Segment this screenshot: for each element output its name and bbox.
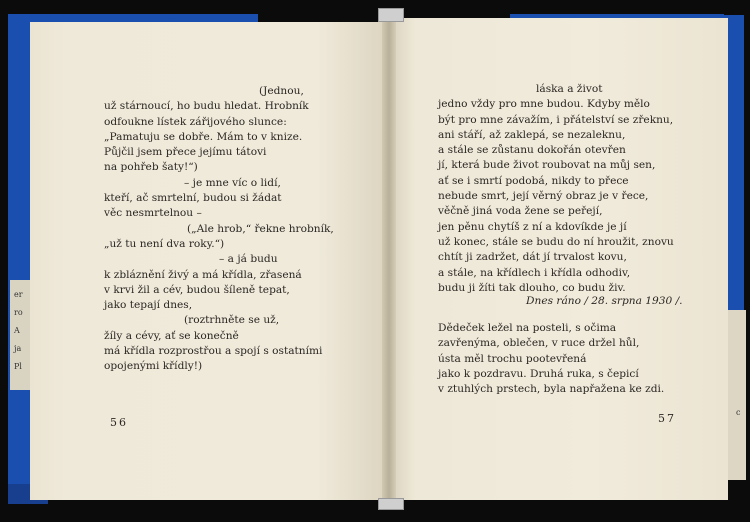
text-line: na pohřeb šaty!“) [104, 161, 198, 174]
page-number-left: 56 [110, 416, 128, 429]
text-line: být pro mne závažím, i přátelství se zřeknu, [438, 113, 674, 126]
text-line: „už tu není dva roky.“) [104, 237, 225, 250]
prose-line: jako k pozdravu. Druhá ruka, s čepicí [438, 367, 639, 380]
text-line: Půjčil jsem přece jejímu tátovi [104, 146, 267, 159]
text-line: (Jednou, [259, 85, 304, 97]
text-line: chtít ji zadržet, dát jí trvalost kovu, [438, 251, 627, 264]
blue-cover-left [8, 18, 30, 498]
edge-char: A [14, 326, 20, 335]
book-gutter [382, 18, 396, 502]
text-line: v krvi žil a cév, budou šíleně tepat, [104, 283, 290, 296]
text-line: „Pamatuju se dobře. Mám to v knize. [104, 130, 303, 143]
text-line: opojenými křídly!) [104, 360, 203, 373]
edge-char: er [14, 290, 23, 299]
text-line: jen pěnu chytíš z ní a kdovíkde je jí [438, 220, 627, 233]
text-line: („Ale hrob,“ řekne hrobník, [187, 222, 334, 235]
text-line: nebude smrt, její věrný obraz je v řece, [438, 190, 649, 203]
text-line: k zbláznění živý a má křídla, zřasená [104, 268, 302, 281]
text-line: kteří, ač smrtelní, budou si žádat [104, 192, 282, 205]
right-page-text [438, 82, 674, 296]
text-line: věc nesmrtelnou – [104, 207, 202, 220]
text-line: jedno vždy pro mne budou. Kdyby mělo [438, 98, 650, 111]
right-page-prose [438, 321, 664, 397]
text-line: budu ji žíti tak dlouho, co budu živ. [438, 281, 626, 294]
back-page-strip-left [10, 280, 32, 390]
edge-char: c [736, 408, 741, 417]
text-line: láska a život [536, 83, 603, 95]
text-line: jí, která bude život roubovat na můj sen, [438, 159, 656, 172]
right-page [388, 18, 728, 500]
prose-line: v ztuhlých prstech, byla napřažena ke zdi. [438, 383, 665, 396]
text-line: – a já budu [219, 253, 278, 266]
left-page [30, 22, 388, 500]
dateline: Dnes ráno / 28. srpna 1930 /. [526, 295, 683, 307]
left-page-text [104, 84, 334, 375]
text-line: jako tepají dnes, [104, 299, 193, 312]
text-line: ani stáří, až zaklepá, se nezaleknu, [438, 128, 626, 141]
text-line: už stárnoucí, ho budu hledat. Hrobník [104, 100, 309, 113]
binding-tape-top [378, 8, 404, 22]
text-line: – je mne víc o lidí, [184, 176, 281, 189]
text-line: (roztrhněte se už, [184, 314, 280, 327]
text-line: věčně jiná voda žene se peřejí, [438, 205, 603, 218]
edge-char: Pl [14, 362, 22, 371]
edge-char: ja [14, 344, 22, 353]
text-line: a stále, na křídlech i křídla odhodiv, [438, 266, 631, 279]
text-line: a stále se zůstanu dokořán otevřen [438, 144, 626, 157]
prose-line: Dědeček ležel na posteli, s očima [438, 322, 617, 334]
edge-char: ro [14, 308, 23, 317]
binding-tape-bottom [378, 498, 404, 510]
text-line: žíly a cévy, ať se konečně [104, 329, 239, 342]
text-line: ať se i smrtí podobá, nikdy to přece [438, 174, 629, 187]
prose-line: zavřenýma, oblečen, v ruce držel hůl, [438, 337, 640, 350]
page-number-right: 57 [658, 412, 676, 425]
text-line: už konec, stále se budu do ní hroužit, znovu [438, 235, 674, 248]
text-line: odfoukne lístek zářijového slunce: [104, 115, 287, 128]
prose-line: ústa měl trochu pootevřená [438, 352, 587, 365]
text-line: má křídla rozprostřou a spojí s ostatními [104, 345, 323, 358]
